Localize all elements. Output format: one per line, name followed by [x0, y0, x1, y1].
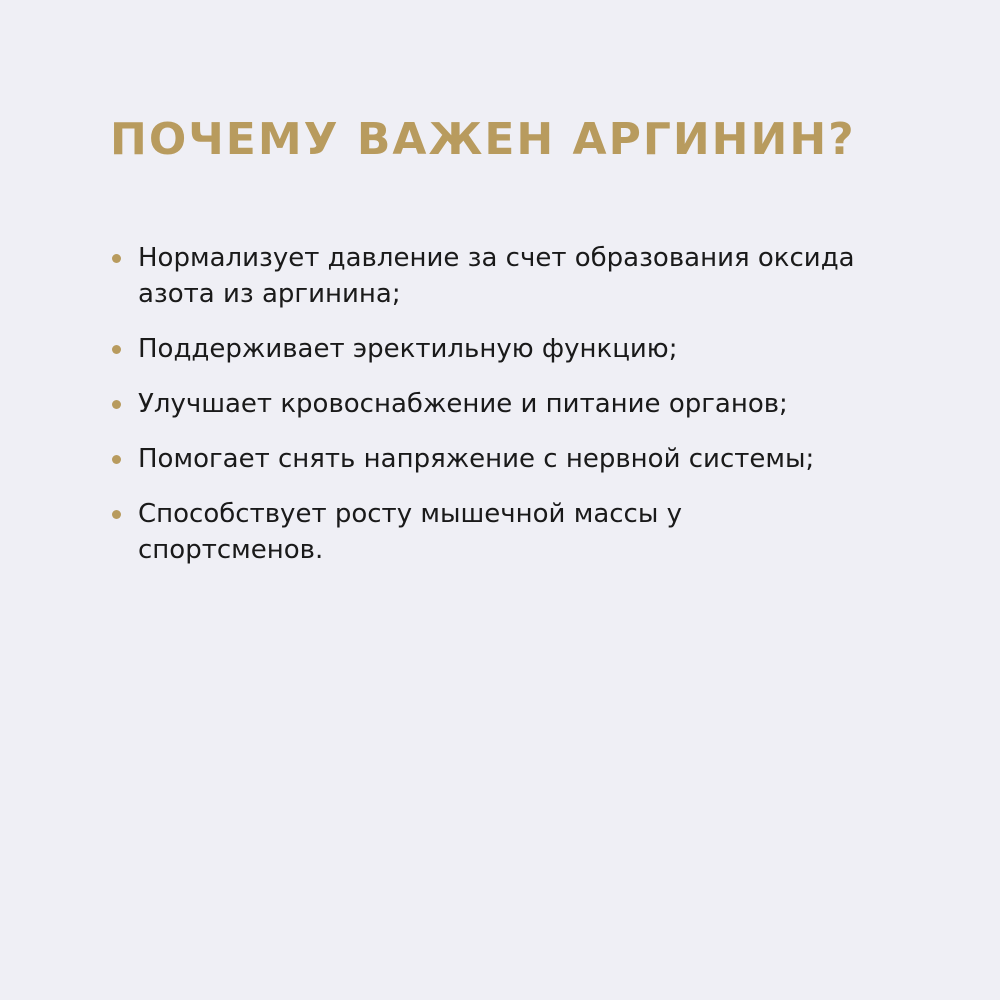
- benefits-list: [110, 240, 900, 587]
- bullet-icon: [112, 400, 121, 409]
- list-item-text: Помогает снять напряжение с нервной системы;: [138, 444, 815, 474]
- list-item-text: Поддерживает эректильную функцию;: [138, 334, 678, 364]
- list-item-text: Способствует росту мышечной массы у спортсменов.: [138, 499, 683, 565]
- bullet-icon: [112, 345, 121, 354]
- list-item-text: Улучшает кровоснабжение и питание органов;: [138, 389, 788, 419]
- list-item: [110, 386, 900, 422]
- list-item: [110, 240, 900, 312]
- page-title: ПОЧЕМУ ВАЖЕН АРГИНИН?: [110, 114, 856, 165]
- list-item: [110, 441, 900, 477]
- bullet-icon: [112, 510, 121, 519]
- list-item: [110, 496, 900, 568]
- list-item: [110, 331, 900, 367]
- bullet-icon: [112, 254, 121, 263]
- bullet-icon: [112, 455, 121, 464]
- list-item-text: Нормализует давление за счет образования оксида азота из аргинина;: [138, 243, 855, 309]
